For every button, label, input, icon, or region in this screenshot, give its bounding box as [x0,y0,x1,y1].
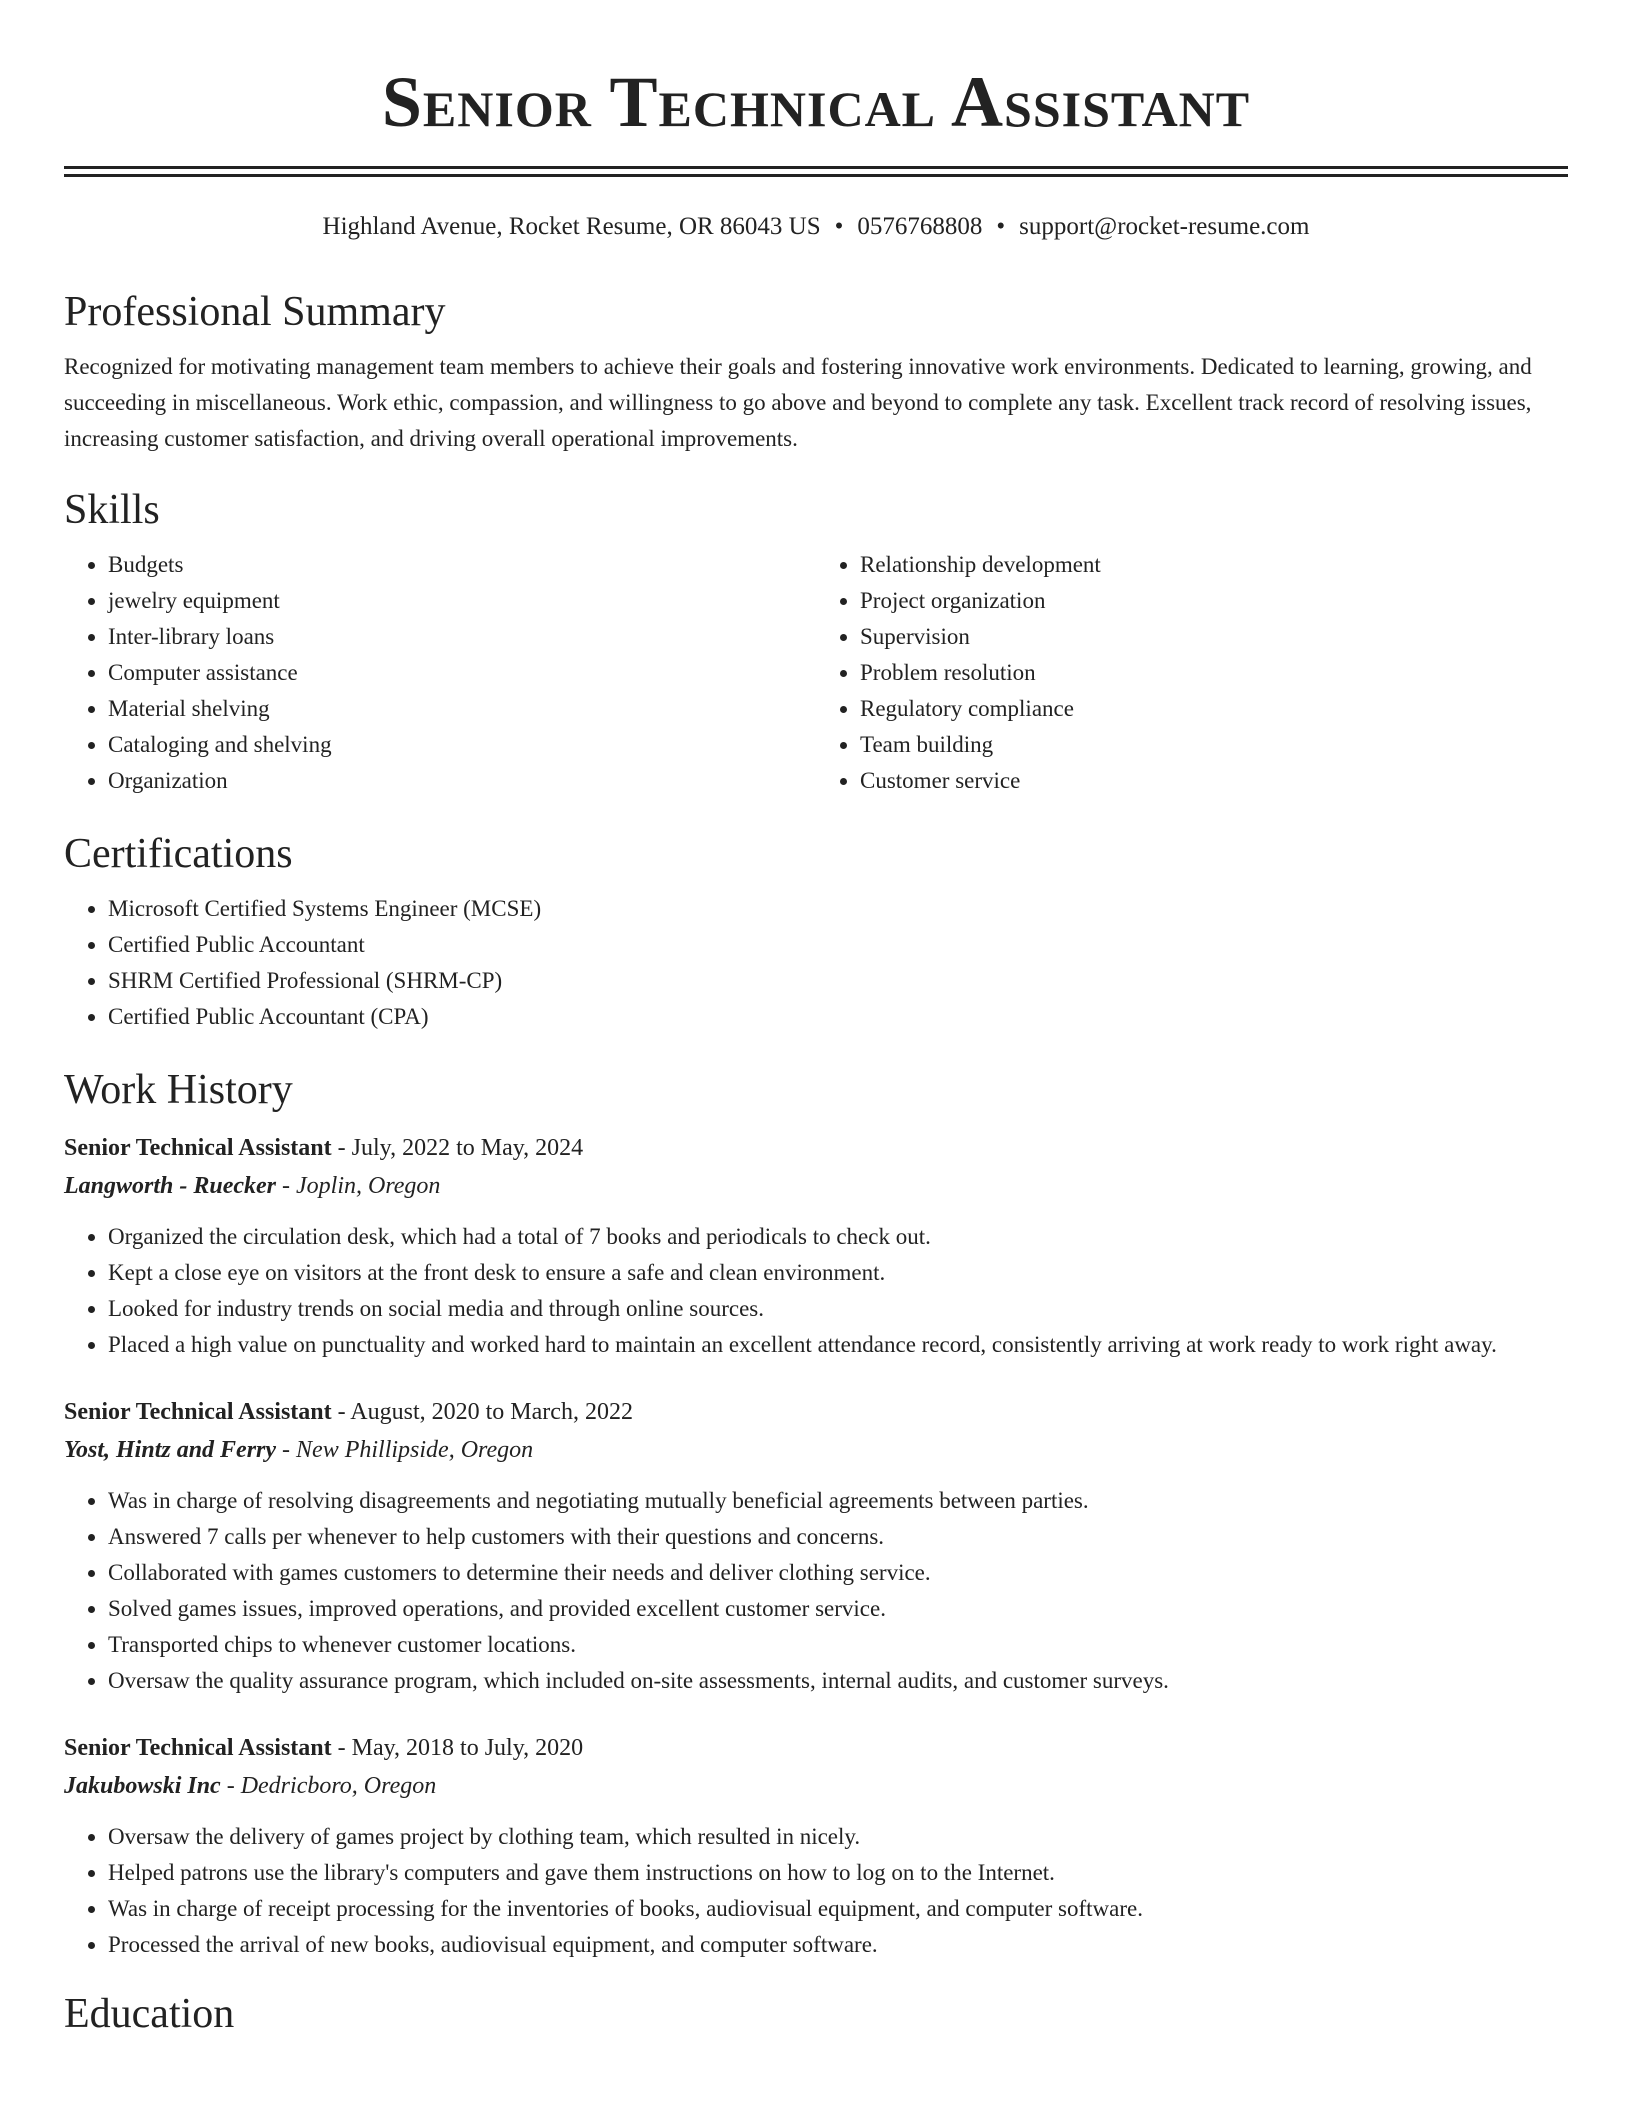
job-bullet: • Kept a close eye on visitors at the front desk to ensure a safe and clean environment. [108,1255,1568,1291]
skill-item: • Budgets [108,547,816,583]
certification-item: • SHRM Certified Professional (SHRM-CP) [108,963,1568,999]
job-bullet: • Solved games issues, improved operations, and provided excellent customer service. [108,1591,1568,1627]
skill-item: • Cataloging and shelving [108,727,816,763]
job-bullet: • Oversaw the delivery of games project by clothing team, which resulted in nicely. [108,1819,1568,1855]
certification-item: • Certified Public Accountant (CPA) [108,999,1568,1035]
skills-heading: Skills [64,487,160,533]
job-bullets [64,1819,1568,1963]
job-entry [64,1393,1568,1699]
certifications-list [64,891,1568,1035]
contact-phone: 0576768808 [857,213,983,240]
job-bullet: • Oversaw the quality assurance program, which included on-site assessments, internal audits, and customer surveys. [108,1663,1568,1699]
job-company: Jakubowski Inc [64,1773,221,1799]
job-bullet: • Processed the arrival of new books, audiovisual equipment, and computer software. [108,1927,1568,1963]
education-heading: Education [64,1991,235,2037]
skills-section [64,485,1568,799]
job-location: - Joplin, Oregon [276,1173,441,1199]
job-location: - New Phillipside, Oregon [276,1437,534,1463]
job-location: - Dedricboro, Oregon [220,1773,437,1799]
job-title: Senior Technical Assistant [64,1399,332,1425]
job-company: Yost, Hintz and Ferry [64,1437,277,1463]
skills-list-right [816,547,1568,799]
summary-text: Recognized for motivating management team members to achieve their goals and fostering innovative work environments. Dedicated to learning, growing, and succeeding in miscellaneous. Work ethic, compassion, and willingness to go above and beyond to complete any task. Excellent track record of resolving issues, increasing customer satisfaction, and driving overall operational improvements. [64,354,1532,451]
summary-section [64,287,1568,457]
skill-item: • Material shelving [108,691,816,727]
job-bullet: • Helped patrons use the library's computers and gave them instructions on how to log on to the Internet. [108,1855,1568,1891]
skill-item: • Supervision [860,619,1568,655]
job-bullet: • Placed a high value on punctuality and worked hard to maintain an excellent attendance record, consistently arriving at work ready to work right away. [108,1327,1568,1363]
skills-list-left [64,547,816,799]
contact-line [64,211,1568,243]
job-bullets [64,1483,1568,1699]
job-entry [64,1729,1568,1963]
skill-item: • jewelry equipment [108,583,816,619]
job-title: Senior Technical Assistant [64,1135,332,1161]
skill-item: • Problem resolution [860,655,1568,691]
job-bullet: • Was in charge of resolving disagreements and negotiating mutually beneficial agreements between parties. [108,1483,1568,1519]
job-dates: - August, 2020 to March, 2022 [331,1399,633,1425]
skill-item: • Relationship development [860,547,1568,583]
skill-item: • Regulatory compliance [860,691,1568,727]
job-bullets [64,1219,1568,1363]
job-title-line [64,1129,1568,1167]
skill-item: • Inter-library loans [108,619,816,655]
skill-item: • Computer assistance [108,655,816,691]
skills-grid [64,547,1568,799]
job-title-line [64,1729,1568,1767]
certification-item: • Certified Public Accountant [108,927,1568,963]
job-bullet: • Answered 7 calls per whenever to help customers with their questions and concerns. [108,1519,1568,1555]
certifications-heading: Certifications [64,831,293,877]
job-bullet: • Collaborated with games customers to determine their needs and deliver clothing service. [108,1555,1568,1591]
summary-heading: Professional Summary [64,289,446,335]
job-dates: - July, 2022 to May, 2024 [331,1135,584,1161]
skill-item: • Project organization [860,583,1568,619]
education-section [64,1989,1568,2039]
title-divider-top [64,166,1568,169]
job-entry [64,1129,1568,1363]
work-history-heading: Work History [64,1067,293,1113]
job-bullet: • Was in charge of receipt processing for the inventories of books, audiovisual equipment, and computer software. [108,1891,1568,1927]
contact-separator: • [834,213,844,240]
job-bullet: • Looked for industry trends on social media and through online sources. [108,1291,1568,1327]
skill-item: • Team building [860,727,1568,763]
job-company-line [64,1167,1568,1205]
job-title-line [64,1393,1568,1431]
work-history-section [64,1065,1568,1963]
job-dates: - May, 2018 to July, 2020 [331,1735,584,1761]
job-company: Langworth - Ruecker [64,1173,277,1199]
job-company-line [64,1767,1568,1805]
contact-address: Highland Avenue, Rocket Resume, OR 86043 US [322,213,821,240]
certification-item: • Microsoft Certified Systems Engineer (MCSE) [108,891,1568,927]
skill-item: • Organization [108,763,816,799]
contact-separator: • [996,213,1006,240]
contact-email: support@rocket-resume.com [1019,213,1310,240]
skill-item: • Customer service [860,763,1568,799]
job-company-line [64,1431,1568,1469]
title-divider-bottom [64,174,1568,177]
job-bullet: • Transported chips to whenever customer locations. [108,1627,1568,1663]
resume-title: Senior Technical Assistant [381,62,1251,142]
certifications-section [64,829,1568,1035]
job-bullet: • Organized the circulation desk, which had a total of 7 books and periodicals to check out. [108,1219,1568,1255]
job-title: Senior Technical Assistant [64,1735,332,1761]
